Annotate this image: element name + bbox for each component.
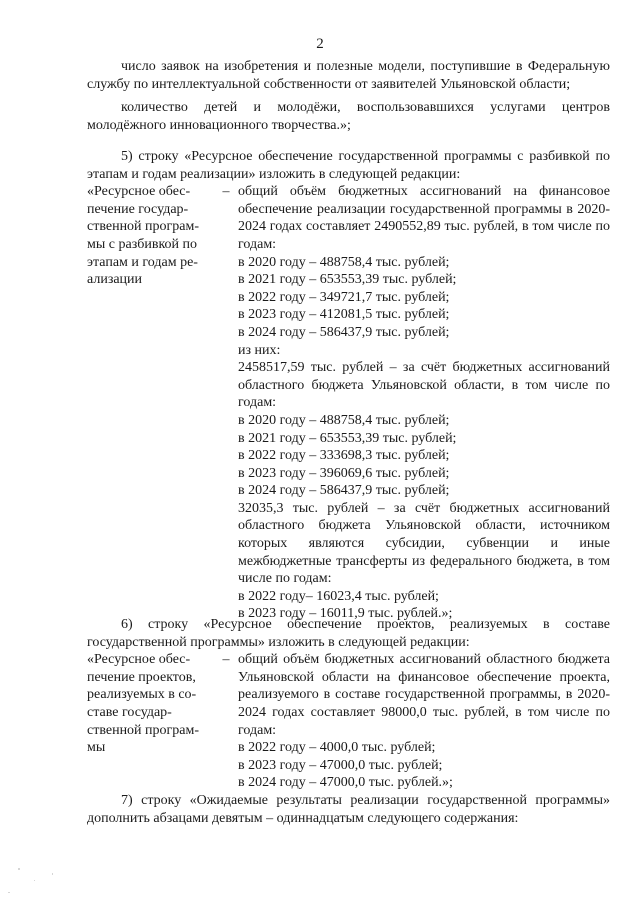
item-6-section (87, 616, 610, 792)
item-6-year: в 2024 году – 47000,0 тыс. рублей.»; (238, 775, 453, 791)
item-5-regional-year: в 2020 году – 488758,4 тыс. рублей; (238, 412, 450, 428)
item-5-year: в 2024 году – 586437,9 тыс. рублей; (238, 324, 450, 340)
item-5-federal-year: в 2023 году – 16011,9 тыс. рублей.»; (238, 606, 453, 622)
item-5-row-label (87, 183, 214, 623)
scan-speck (8, 892, 10, 893)
item-5-regional-year: в 2021 году – 653553,39 тыс. рублей; (238, 430, 457, 446)
scan-speck (52, 873, 53, 875)
item-5-of-them: из них: (238, 342, 281, 358)
item-6-table-row (87, 651, 610, 792)
item-6-label-line: реализуемых в со- (87, 687, 197, 703)
intro-paragraph-1: число заявок на изобретения и полезные модели, поступившие в Федеральную службу по интеллектуальной собственности от заявителей Ульяновской области; (87, 59, 610, 92)
item-6-year: в 2023 году – 47000,0 тыс. рублей; (238, 757, 443, 773)
item-5-total: общий объём бюджетных ассигнований на финансовое обеспечение реализации государственной программы в 2020-2024 годах составляет 2490552,89 тыс. рублей, в том числе по годам: (238, 184, 610, 252)
item-5-label-line: мы с разбивкой по (87, 236, 198, 252)
item-5-federal: 32035,3 тыс. рублей – за счёт бюджетных ассигнований областного бюджета Ульяновской области, источником которых являются субсидии, субвенции и иные межбюджетные трансферты из федерального бюджета, в том числе по годам: (238, 500, 610, 587)
item-5-section (87, 148, 610, 623)
scan-speck (18, 868, 20, 870)
item-5-label-line: ализации (87, 272, 143, 288)
item-5-dash: – (222, 184, 230, 200)
item-5-label-line: печение государ- (87, 201, 189, 217)
item-6-row-label (87, 651, 214, 792)
item-6-label-line: «Ресурсное обес- (87, 652, 191, 668)
item-6-label-line: ственной програм- (87, 722, 200, 738)
item-5-regional-year: в 2024 году – 586437,9 тыс. рублей; (238, 483, 450, 499)
item-5-regional-year: в 2022 году – 333698,3 тыс. рублей; (238, 448, 450, 464)
item-6-dash: – (222, 652, 230, 668)
item-5-year: в 2023 году – 412081,5 тыс. рублей; (238, 307, 450, 323)
item-6-label-line: печение проектов, (87, 669, 196, 685)
scan-speck (34, 880, 35, 881)
item-6-label-line: ставе государ- (87, 704, 172, 720)
item-5-heading: 5) строку «Ресурсное обеспечение государственной программы с разбивкой по этапам и годам реализации» изложить в следующей редакции: (87, 149, 610, 182)
page-number: 2 (316, 36, 324, 52)
item-5-year: в 2022 году – 349721,7 тыс. рублей; (238, 289, 450, 305)
item-5-regional-year: в 2023 году – 396069,6 тыс. рублей; (238, 465, 450, 481)
intro-paragraph-2: количество детей и молодёжи, воспользовавшихся услугами центров молодёжного инновационного творчества.»; (87, 100, 610, 133)
item-5-label-line: ственной програм- (87, 219, 200, 235)
item-5-year: в 2020 году – 488758,4 тыс. рублей; (238, 254, 450, 270)
item-6-label-line: мы (87, 740, 106, 756)
item-7-heading: 7) строку «Ожидаемые результаты реализации государственной программы» дополнить абзацами девятым – одиннадцатым следующего содержания: (87, 793, 610, 826)
item-5-label-line: «Ресурсное обес- (87, 184, 191, 200)
item-6-year: в 2022 году – 4000,0 тыс. рублей; (238, 740, 436, 756)
item-6-heading: 6) строку «Ресурсное обеспечение проектов, реализуемых в составе государственной программы» изложить в следующей редакции: (87, 617, 610, 650)
item-5-federal-year: в 2022 году– 16023,4 тыс. рублей; (238, 588, 439, 604)
item-5-label-line: этапам и годам ре- (87, 254, 198, 270)
item-5-year: в 2021 году – 653553,39 тыс. рублей; (238, 272, 457, 288)
item-6-row-content (238, 651, 610, 792)
item-5-table-row (87, 183, 610, 623)
intro-section (87, 58, 610, 134)
item-7-section (87, 792, 610, 827)
item-5-regional: 2458517,59 тыс. рублей – за счёт бюджетных ассигнований областного бюджета Ульяновской области, в том числе по годам: (238, 360, 610, 411)
item-6-total: общий объём бюджетных ассигнований областного бюджета Ульяновской области на финансовое обеспечение проекта, реализуемого в составе государственной программы, в 2020-2024 годах составляет 98000,0 тыс. рублей, в том числе по годам: (238, 652, 610, 738)
item-5-row-content (238, 183, 610, 623)
